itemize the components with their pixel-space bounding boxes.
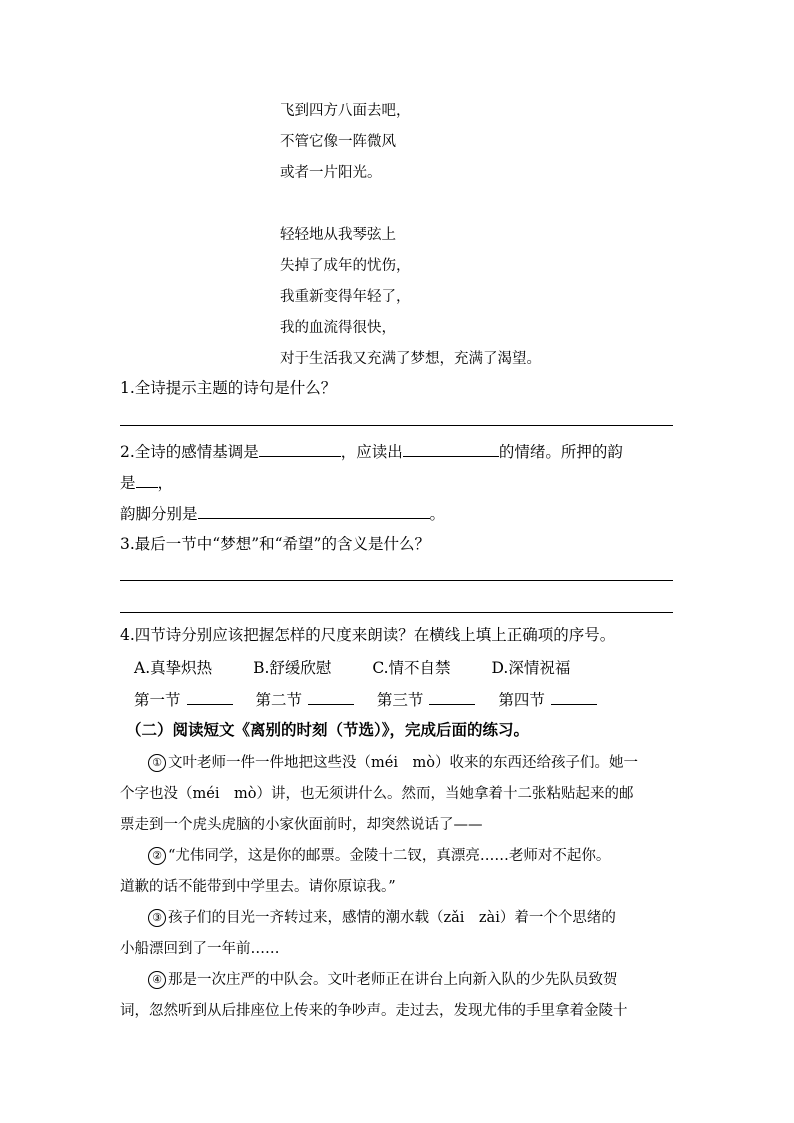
paragraph-line — [120, 841, 673, 872]
poem-line: 失掉了成年的忧伤， — [280, 258, 411, 274]
stanza-gap — [280, 189, 541, 220]
question-3: 3.最后一节中“梦想”和“希望”的含义是什么？ — [120, 535, 430, 553]
paragraph-line: 票走到一个虎头虎脑的小家伙面前时，却突然说话了—— — [120, 817, 483, 833]
answer-line[interactable] — [120, 425, 673, 426]
answer-line[interactable] — [120, 580, 673, 581]
paragraph-line — [120, 903, 673, 934]
question-2-text: ， — [157, 474, 174, 492]
section-label: 第三节 — [376, 691, 424, 709]
poem-line: 轻轻地从我琴弦上 — [280, 227, 396, 243]
poem-line: 不管它像一阵微风 — [280, 134, 396, 150]
section-4 — [498, 688, 597, 710]
answer-blank[interactable] — [551, 688, 597, 705]
paragraph-text: 那是一次庄严的中队会。文叶老师正在讲台上向新入队的少先队员致贺 — [168, 972, 618, 988]
question-2-text: 韵脚分别是 — [120, 505, 198, 523]
poem-line: 我的血流得很快， — [280, 320, 396, 336]
section-label: 第一节 — [134, 691, 181, 709]
paragraph-line: 个字也没（méi mò）讲，也无须讲什么。然而，当她拿着十二张粘贴起来的邮 — [120, 786, 634, 802]
poem-line: 对于生活我又充满了梦想，充满了渴望。 — [280, 351, 541, 367]
reading-heading: （二）阅读短文《离别的时刻（节选）》，完成后面的练习。 — [126, 720, 530, 739]
question-2-text: 是 — [120, 474, 136, 492]
answer-line[interactable] — [120, 612, 673, 613]
answer-blank[interactable] — [259, 440, 341, 457]
option-d: D.深情祝福 — [491, 659, 571, 677]
answer-blank[interactable] — [198, 502, 430, 519]
paragraph-text: 孩子们的目光一齐转过来，感情的潮水载（zǎi zài）着一个个思绪的 — [168, 910, 616, 926]
paragraph-line: 小船漂回到了一年前…… — [120, 941, 280, 957]
question-2-text: ，应读出 — [340, 443, 403, 461]
paragraph-number: ④ — [148, 971, 166, 989]
paragraph-number: ① — [148, 754, 166, 772]
question-4: 4.四节诗分别应该把握怎样的尺度来朗读？在横线上填上正确项的序号。 — [120, 626, 616, 644]
paragraph-line — [120, 965, 673, 996]
paragraph-1 — [120, 748, 673, 841]
section-label: 第二节 — [255, 691, 302, 709]
paragraph-2 — [120, 841, 673, 903]
paragraph-text: “尤伟同学，这是你的邮票。金陵十二钗，真漂亮……老师对不起你。 — [168, 848, 611, 864]
poem-line: 或者一片阳光。 — [280, 165, 382, 181]
paragraph-4 — [120, 965, 673, 1027]
option-b: B.舒缓欣慰 — [253, 659, 332, 677]
poem — [280, 96, 541, 375]
paragraph-line — [120, 748, 673, 779]
answer-options — [134, 656, 570, 678]
option-a: A.真挚炽热 — [134, 659, 213, 677]
answer-blank[interactable] — [429, 688, 475, 705]
paragraph-line: 词，忽然听到从后排座位上传来的争吵声。走过去，发现尤伟的手里拿着金陵十 — [120, 1003, 628, 1019]
section-2 — [255, 688, 354, 710]
question-2-text: 的情绪。所押的韵 — [498, 443, 623, 461]
question-2 — [120, 440, 623, 462]
section-answers — [134, 688, 597, 710]
poem-line: 飞到四方八面去吧， — [280, 103, 411, 119]
section-label: 第四节 — [498, 691, 545, 709]
question-2-text: 。 — [429, 505, 446, 523]
answer-blank[interactable] — [187, 688, 233, 705]
paragraph-3 — [120, 903, 673, 965]
question-1: 1.全诗提示主题的诗句是什么？ — [120, 379, 337, 397]
poem-line: 我重新变得年轻了， — [280, 289, 411, 305]
paragraph-text: 文叶老师一件一件地把这些没（méi mò）收来的东西还给孩子们。她一 — [168, 755, 638, 771]
answer-blank[interactable] — [308, 688, 354, 705]
answer-blank[interactable] — [136, 471, 158, 488]
answer-blank[interactable] — [403, 440, 499, 457]
paragraph-number: ③ — [148, 909, 166, 927]
question-2-cont — [120, 502, 445, 524]
section-3 — [377, 688, 476, 710]
paragraph-number: ② — [148, 847, 166, 865]
question-2-text: 2.全诗的感情基调是 — [120, 443, 259, 461]
section-1 — [134, 688, 233, 710]
option-c: C.情不自禁 — [372, 659, 451, 677]
paragraph-line: 道歉的话不能带到中学里去。请你原谅我。” — [120, 879, 396, 895]
question-2-cont — [120, 471, 173, 493]
